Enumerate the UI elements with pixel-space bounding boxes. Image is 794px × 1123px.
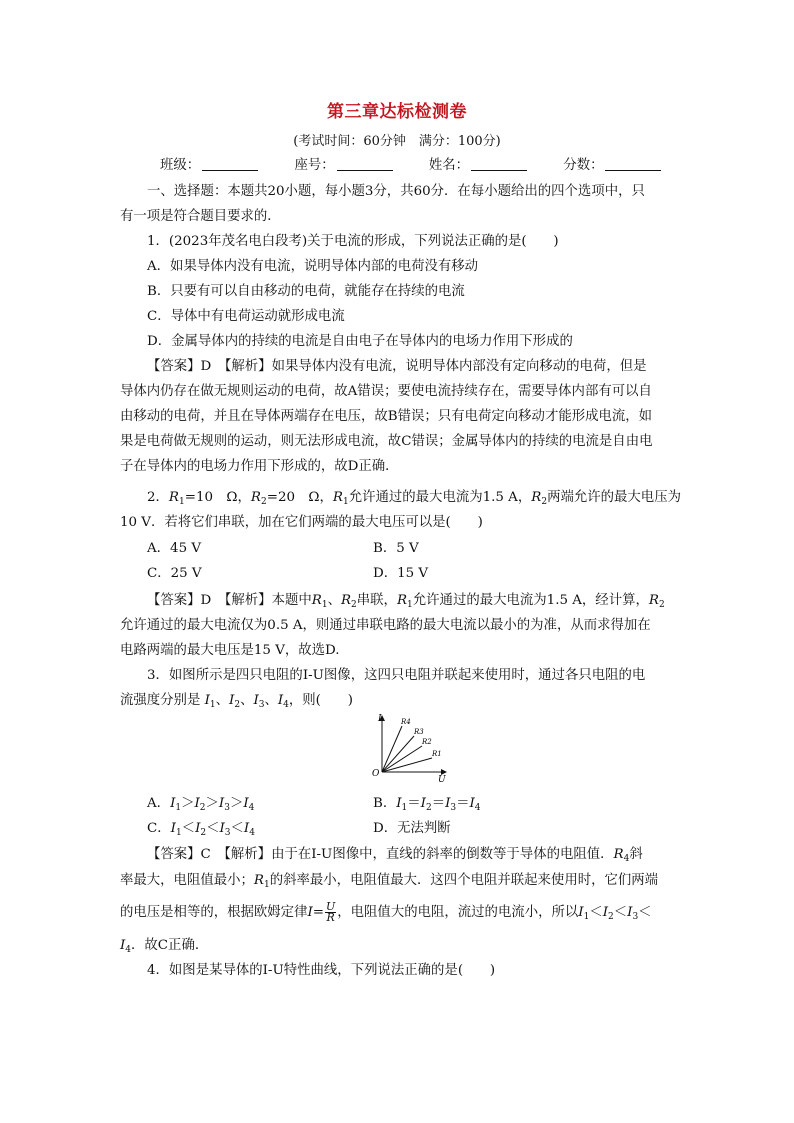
q3-option-c: C．$I_1<I_2<I_3<I_4$ (147, 821, 255, 838)
q3-explanation-line3: 的电压是相等的，根据欧姆定律I= $\frac{U}{R}$ ，电阻值大的电阻，流过的电流小，所以$I_1<I_2<I_3<$ (120, 900, 652, 924)
iu-graph (368, 712, 448, 784)
q2-explanation-line2: 允许通过的最大电流仅为0.5 A，则通过串联电路的最大电流以最小的为准，从而求得加在 (120, 618, 651, 633)
name-field[interactable]: 姓名： (429, 157, 527, 175)
line-r1 (382, 758, 432, 772)
q3-option-a: A．$I_1>I_2>I_3>I_4$ (147, 796, 255, 813)
label-r3: R3 (414, 728, 424, 736)
page-title: 第三章达标检测卷 (327, 102, 467, 122)
q1-option-b: B．只要有可以自由移动的电荷，就能存在持续的电流 (147, 284, 465, 299)
class-field[interactable]: 班级： (160, 157, 258, 175)
label-r1: R1 (432, 750, 442, 758)
label-r2: R2 (422, 738, 432, 746)
ohm-fraction: $\frac{U}{R}$ (325, 900, 336, 924)
q3-explanation-line4: $I_4$．故C正确． (120, 938, 209, 955)
q2-explanation-line1: 【答案】D 【解析】本题中$R_1$、$R_2$串联，$R_1$允许通过的最大电流为1.5 A，经计算，$R_2$ (147, 593, 665, 610)
q2-option-a: A．45 V (147, 541, 202, 556)
q1-option-c: C．导体中有电荷运动就形成电流 (147, 309, 345, 324)
section-heading-line2: 有一项是符合题目要求的． (120, 209, 281, 224)
x-axis-label: U (438, 775, 446, 784)
q3-explanation-line2: 率最大，电阻值最小；$R_1$的斜率最小，电阻值最大．这四个电阻并联起来使用时，它们两端 (120, 873, 659, 890)
score-field[interactable]: 分数： (563, 157, 661, 175)
q1-option-d: D．金属导体内的持续的电流是自由电子在导体内的电场力作用下形成的 (147, 334, 573, 349)
q4-stem: 4．如图是某导体的I-U特性曲线，下列说法正确的是( ) (147, 963, 496, 978)
q1-explanation-line5: 子在导体内的电场力作用下形成的，故D正确． (120, 459, 399, 474)
section-heading-line1: 一、选择题：本题共20小题，每小题3分，共60分．在每小题给出的四个选项中，只 (147, 184, 645, 199)
q3-stem-line2: 流强度分别是 $I_1$、$I_2$、$I_3$、$I_4$，则( ) (120, 693, 353, 710)
q1-stem: 1．(2023年茂名电白段考)关于电流的形成，下列说法正确的是( ) (147, 234, 559, 249)
q3-option-d: D．无法判断 (373, 821, 451, 836)
q1-option-a: A．如果导体内没有电流，说明导体内部的电荷没有移动 (147, 259, 479, 274)
q3-explanation-line1: 【答案】C 【解析】由于在I-U图像中，直线的斜率的倒数等于导体的电阻值．$R_4$斜 (147, 847, 643, 864)
q2-option-d: D．15 V (373, 566, 429, 581)
y-axis-label: I (378, 714, 382, 724)
q3-stem-line1: 3．如图所示是四只电阻的I-U图像，这四只电阻并联起来使用时，通过各只电阻的电 (147, 668, 646, 683)
q2-stem-line2: 10 V．若将它们串联，加在它们两端的最大电压可以是( ) (120, 515, 483, 530)
seat-field[interactable]: 座号： (294, 157, 392, 175)
q1-explanation-line4: 果是电荷做无规则的运动，则无法形成电流，故C错误；金属导体内的持续的电流是自由电 (120, 434, 653, 449)
origin-label: O (372, 769, 380, 779)
q2-explanation-line3: 电路两端的最大电压是15 V，故选D. (120, 643, 340, 658)
exam-subtitle: (考试时间：60分钟 满分：100分) (293, 134, 501, 149)
q1-explanation-line1: 【答案】D 【解析】如果导体内没有电流，说明导体内部没有定向移动的电荷，但是 (147, 359, 647, 374)
q1-explanation-line3: 由移动的电荷，并且在导体两端存在电压，故B错误；只有电荷定向移动才能形成电流，如 (120, 409, 653, 424)
label-r4: R4 (401, 718, 411, 726)
q2-option-b: B．5 V (373, 541, 419, 556)
q2-option-c: C．25 V (147, 566, 202, 581)
q1-explanation-line2: 导体内仍存在做无规则运动的电荷，故A错误；要使电流持续存在，需要导体内部有可以自 (120, 384, 652, 399)
student-info-row (160, 157, 693, 175)
q2-stem-line1: 2．$R_1=10$ Ω，$R_2=20$ Ω，$R_1$允许通过的最大电流为1.5 A，$R_2$两端允许的最大电压为 (147, 490, 681, 507)
q3-option-b: B．$I_1=I_2=I_3=I_4$ (373, 796, 481, 813)
